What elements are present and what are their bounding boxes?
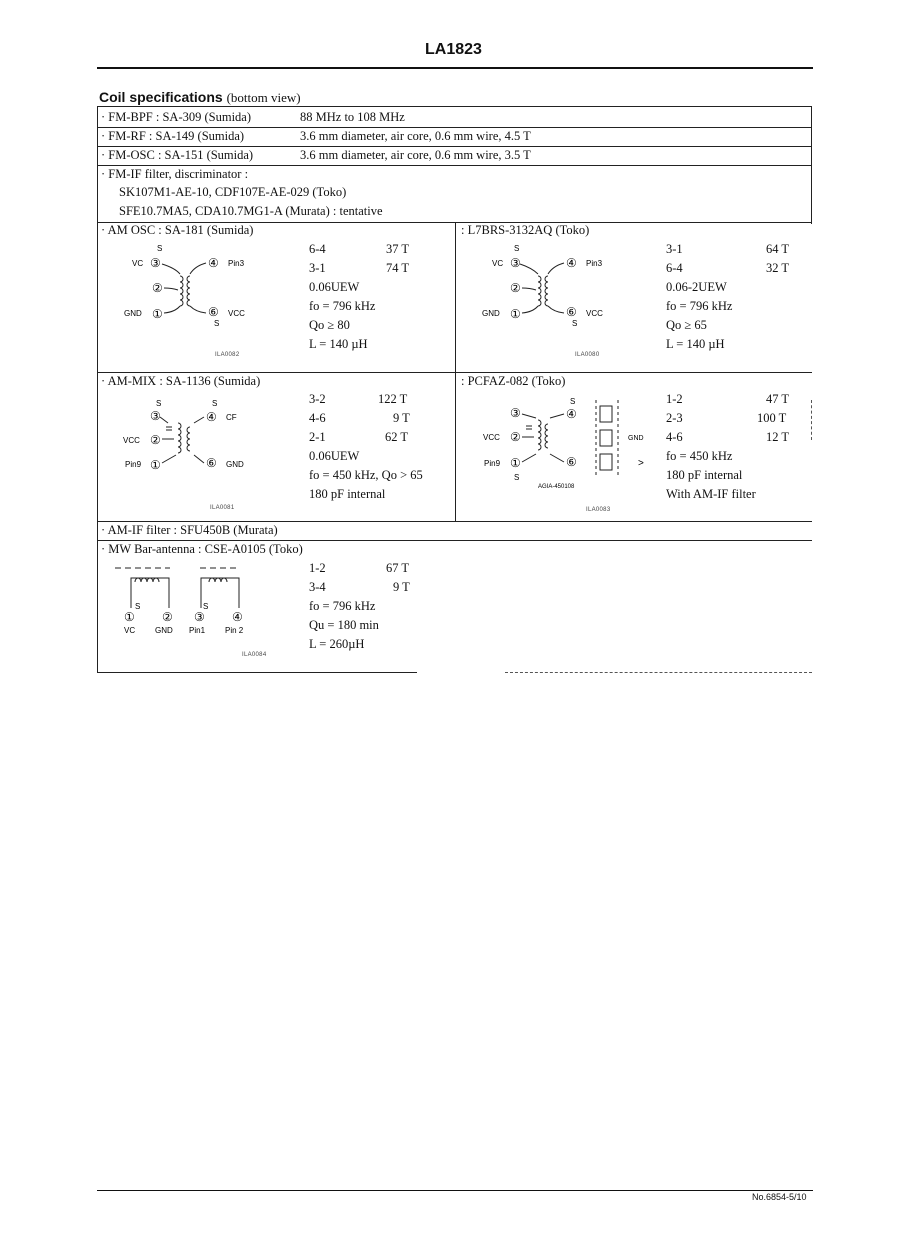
fm-bpf-spec: 88 MHz to 108 MHz	[300, 110, 405, 124]
pcfaz-figure-code: ILA0083	[586, 507, 611, 513]
winding-secondary	[187, 276, 190, 306]
pin-3: ③	[150, 409, 161, 423]
pin-label-cf: CF	[226, 413, 237, 422]
lead-wire	[550, 414, 564, 418]
pcfaz-spec-2: 2-3	[666, 411, 683, 425]
pin-label-vcc: VCC	[123, 436, 140, 445]
pin-label-s: S	[212, 399, 218, 408]
pin-1: ①	[510, 456, 521, 470]
pcfaz-spec-4: fo = 450 kHz	[666, 449, 733, 463]
winding-secondary	[187, 427, 190, 451]
section-heading-text: Coil specifications	[99, 89, 223, 105]
mw-spec-1: 1-2	[309, 561, 326, 575]
filter-element	[600, 454, 612, 470]
fm-osc-spec: 3.6 mm diameter, air core, 0.6 mm wire, 3.5 T	[300, 148, 531, 162]
pin-2: ②	[510, 281, 521, 295]
mw-antenna-diagram	[115, 562, 265, 642]
pin-4: ④	[208, 256, 219, 270]
pin-1: ①	[152, 307, 163, 321]
fm-rf-label: · FM-RF : SA-149 (Sumida)	[101, 129, 245, 143]
filter-element	[600, 430, 612, 446]
pin-label-s: S	[135, 602, 141, 611]
pcfaz-spec-6: With AM-IF filter	[666, 487, 756, 501]
pin-label-pin3: Pin3	[228, 259, 245, 268]
page-number: No.6854-5/10	[752, 1192, 807, 1202]
table-left-border	[97, 106, 98, 672]
lead-wire	[131, 590, 239, 608]
winding-frame	[131, 578, 169, 590]
mw-spec-5: L = 260µH	[309, 637, 365, 651]
am-mix-spec-4: 0.06UEW	[309, 449, 360, 463]
pin-label-s: S	[203, 602, 209, 611]
pin-3: ③	[510, 406, 521, 420]
lead-wire	[162, 455, 176, 463]
pcfaz-spec-1: 1-2	[666, 392, 683, 406]
am-mix-spec-1-value: 122 T	[378, 392, 408, 406]
row-divider	[97, 521, 812, 522]
l7brs-spec-2: 6-4	[666, 261, 683, 275]
pin-4: ④	[566, 256, 577, 270]
am-osc-spec-6: L = 140 µH	[309, 337, 368, 351]
lead-wire	[548, 263, 564, 274]
am-mix-coil-diagram	[120, 393, 260, 493]
pcfaz-spec-1-value: 47 T	[766, 392, 790, 406]
fm-if-line-2: SFE10.7MA5, CDA10.7MG1-A (Murata) : tentative	[119, 204, 383, 218]
header-rule	[97, 67, 813, 69]
lead-wire	[520, 264, 538, 274]
pin-label-gnd: GND	[482, 309, 500, 318]
l7brs-spec-1: 3-1	[666, 242, 683, 256]
lead-wire	[162, 264, 180, 274]
pin-label-s-bottom: S	[214, 319, 220, 328]
fm-osc-label: · FM-OSC : SA-151 (Sumida)	[101, 148, 254, 162]
winding-frame	[201, 578, 239, 590]
mw-spec-4: Qu = 180 min	[309, 618, 379, 632]
pin-6: ⑥	[208, 305, 219, 319]
pcfaz-spec-3-value: 12 T	[766, 430, 790, 444]
pin-label-s-bottom: S	[514, 473, 520, 482]
am-mix-spec-3: 2-1	[309, 430, 326, 444]
l7brs-spec-6: L = 140 µH	[666, 337, 725, 351]
pin-4: ④	[566, 407, 577, 421]
fm-if-label: · FM-IF filter, discriminator :	[101, 167, 249, 181]
am-osc-spec-1: 6-4	[309, 242, 326, 256]
mw-spec-2-value: 9 T	[393, 580, 410, 594]
am-mix-spec-2: 4-6	[309, 411, 326, 425]
l7brs-label: : L7BRS-3132AQ (Toko)	[461, 223, 590, 237]
l7brs-spec-4: fo = 796 kHz	[666, 299, 733, 313]
am-osc-coil-diagram	[120, 240, 260, 340]
pin-1: ①	[124, 610, 135, 624]
row-divider	[97, 127, 812, 128]
pin-4: ④	[206, 410, 217, 424]
am-mix-spec-1: 3-2	[309, 392, 326, 406]
pin-6: ⑥	[566, 305, 577, 319]
lead-wire	[160, 417, 168, 423]
am-osc-spec-2: 3-1	[309, 261, 326, 275]
row-divider	[97, 540, 812, 541]
pin-label-gnd: GND	[155, 626, 173, 635]
table-bottom-border	[97, 672, 417, 673]
pin-3: ③	[194, 610, 205, 624]
winding-primary	[180, 276, 183, 306]
pin-6: ⑥	[206, 456, 217, 470]
l7brs-coil-diagram	[480, 240, 620, 340]
am-osc-spec-5: Qo ≥ 80	[309, 318, 350, 332]
winding-1-2	[135, 578, 159, 582]
am-mix-spec-5: fo = 450 kHz, Qo > 65	[309, 468, 423, 482]
fm-bpf-label: · FM-BPF : SA-309 (Sumida)	[101, 110, 252, 124]
pin-label-vcc: VCC	[228, 309, 245, 318]
lead-wire	[522, 306, 538, 313]
table-right-border-faded	[811, 400, 812, 440]
am-osc-spec-2-value: 74 T	[386, 261, 410, 275]
pin-1: ①	[510, 307, 521, 321]
pin-label-pin1: Pin1	[189, 626, 206, 635]
pcfaz-coil-diagram	[480, 392, 660, 492]
pcfaz-spec-5: 180 pF internal	[666, 468, 743, 482]
capacitor	[166, 427, 172, 430]
winding-primary	[538, 276, 541, 306]
mw-spec-3: fo = 796 kHz	[309, 599, 376, 613]
row-divider	[97, 146, 812, 147]
am-osc-figure-code: ILA0082	[215, 352, 240, 358]
pin-3: ③	[150, 256, 161, 270]
pin-1: ①	[150, 458, 161, 472]
pcfaz-label: : PCFAZ-082 (Toko)	[461, 374, 566, 388]
winding-primary	[538, 420, 541, 450]
pin-label-s-bottom: S	[572, 319, 578, 328]
filter-part-code: AGIA-450108	[538, 484, 575, 490]
l7brs-spec-2-value: 32 T	[766, 261, 790, 275]
mw-spec-2: 3-4	[309, 580, 326, 594]
pin-label-gnd: GND	[226, 460, 244, 469]
l7brs-spec-5: Qo ≥ 65	[666, 318, 707, 332]
am-mix-spec-2-value: 9 T	[393, 411, 410, 425]
pin-label-pin2: Pin 2	[225, 626, 244, 635]
footer-rule	[97, 1190, 813, 1191]
pin-label-s: S	[157, 244, 163, 253]
pin-2: ②	[162, 610, 173, 624]
am-osc-spec-4: fo = 796 kHz	[309, 299, 376, 313]
pin-label-pin3: Pin3	[586, 259, 603, 268]
row-divider	[97, 165, 812, 166]
pin-label-s: S	[514, 244, 520, 253]
pin-2: ②	[152, 281, 163, 295]
mw-figure-code: ILA0084	[242, 652, 267, 658]
pin-2: ②	[510, 430, 521, 444]
lead-wire	[522, 414, 536, 418]
mw-label: · MW Bar-antenna : CSE-A0105 (Toko)	[101, 542, 303, 556]
pin-3: ③	[510, 256, 521, 270]
table-top-border	[97, 106, 812, 107]
am-osc-label: · AM OSC : SA-181 (Sumida)	[101, 223, 254, 237]
am-mix-spec-3-value: 62 T	[385, 430, 409, 444]
pin-label-gnd: GND	[124, 309, 142, 318]
am-mix-label: · AM-MIX : SA-1136 (Sumida)	[101, 374, 261, 388]
pin-label-vcc: VCC	[586, 309, 603, 318]
lead-wire	[190, 263, 206, 274]
page-title: LA1823	[425, 41, 482, 58]
winding-secondary	[545, 424, 548, 448]
section-heading-note: (bottom view)	[226, 90, 301, 105]
table-bottom-border-faded	[505, 672, 812, 673]
pin-label-pin9: Pin9	[125, 460, 142, 469]
lead-wire	[164, 288, 178, 290]
winding-3-4	[209, 578, 227, 582]
arrow-mark: >	[638, 458, 644, 469]
column-divider	[455, 222, 456, 521]
fm-if-line-1: SK107M1-AE-10, CDF107E-AE-029 (Toko)	[119, 185, 347, 199]
lead-wire	[522, 288, 536, 290]
pin-4: ④	[232, 610, 243, 624]
pin-label-gnd: GND	[628, 435, 644, 442]
l7brs-figure-code: ILA0080	[575, 352, 600, 358]
am-osc-spec-3: 0.06UEW	[309, 280, 360, 294]
mw-spec-1-value: 67 T	[386, 561, 410, 575]
lead-wire	[550, 454, 564, 462]
lead-wire	[522, 454, 536, 462]
am-mix-figure-code: ILA0081	[210, 505, 235, 511]
filter-element	[600, 406, 612, 422]
am-if-label: · AM-IF filter : SFU450B (Murata)	[101, 523, 278, 537]
fm-rf-spec: 3.6 mm diameter, air core, 0.6 mm wire, 4.5 T	[300, 129, 531, 143]
pcfaz-spec-3: 4-6	[666, 430, 683, 444]
winding-secondary	[545, 276, 548, 306]
l7brs-spec-1-value: 64 T	[766, 242, 790, 256]
pin-6: ⑥	[566, 455, 577, 469]
lead-wire	[194, 417, 204, 423]
pin-label-pin9: Pin9	[484, 459, 501, 468]
pin-label-vc: VC	[132, 259, 144, 268]
pin-label-s: S	[156, 399, 162, 408]
pin-2: ②	[150, 433, 161, 447]
pin-label-s: S	[570, 397, 576, 406]
winding-primary	[178, 423, 181, 453]
l7brs-spec-3: 0.06-2UEW	[666, 280, 727, 294]
lead-wire	[190, 306, 206, 313]
lead-wire	[164, 306, 180, 313]
lead-wire	[194, 455, 204, 463]
pcfaz-spec-2-value: 100 T	[757, 411, 787, 425]
lead-wire	[548, 306, 564, 313]
am-osc-spec-1-value: 37 T	[386, 242, 410, 256]
capacitor	[526, 426, 532, 429]
filter-outline	[596, 400, 618, 476]
am-mix-spec-6: 180 pF internal	[309, 487, 386, 501]
pin-label-vcc: VCC	[483, 433, 500, 442]
pin-label-vc: VC	[124, 626, 136, 635]
section-heading	[99, 89, 301, 106]
pin-label-vc: VC	[492, 259, 504, 268]
